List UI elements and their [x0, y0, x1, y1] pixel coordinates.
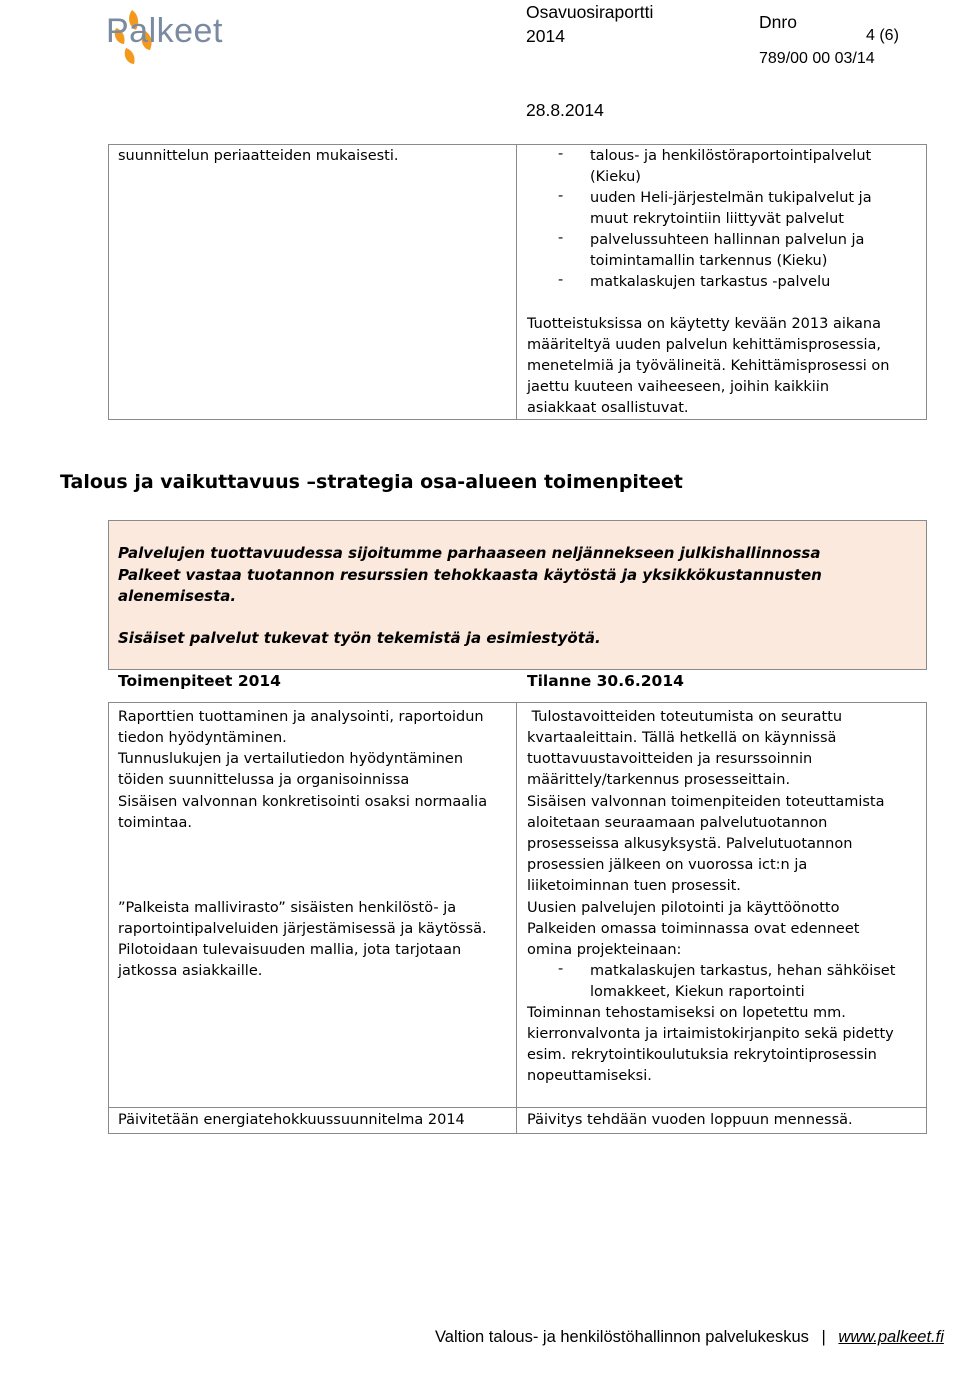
bullet-item: - matkalaskujen tarkastus, hehan sähköiset lomakkeet, Kiekun raportointi	[558, 961, 896, 1000]
logo-text: Palkeet	[106, 12, 223, 50]
footer-separator: |	[821, 1328, 826, 1346]
bullet-dash: -	[558, 188, 564, 204]
bullet-dash: -	[558, 272, 564, 288]
header	[0, 0, 960, 125]
bullet-item: - talous- ja henkilöstöraportointipalvelut (Kieku)	[558, 146, 872, 185]
row2-right: Sisäisen valvonnan toimenpiteiden toteuttamista aloitetaan seuraamaan palvelutuotannon prosesseissa alkusyksystä. Palvelutuotannon prosessien jälkeen on vuorossa ict:n ja liiketoiminnan tuen prosessit.	[527, 794, 885, 894]
goal-text: Palvelujen tuottavuudessa sijoitumme parhaaseen neljännekseen julkishallinnossa Palkeet vastaa tuotannon resurssien tehokkaasta käytöstä ja yksikkökustannusten alenemisesta. Sisäiset palvelut tukevat työn tekemistä ja esimiestyötä.	[118, 544, 822, 647]
row3-left: ”Palkeista mallivirasto” sisäisten henkilöstö- ja raportointipalveluiden järjestämisessä ja käytössä. Pilotoidaan tulevaisuuden mallia, jota tarjotaan jatkossa asiakkaille.	[118, 900, 487, 979]
top-left-text: suunnittelun periaatteiden mukaisesti.	[118, 148, 399, 164]
footer-website-link[interactable]: www.palkeet.fi	[838, 1328, 944, 1346]
footer-org: Valtion talous- ja henkilöstöhallinnon palvelukeskus	[435, 1328, 809, 1346]
top-right-cell	[558, 146, 918, 293]
row1-left: Raporttien tuottaminen ja analysointi, raportoidun tiedon hyödyntäminen. Tunnuslukujen ja vertailutiedon hyödyntäminen töiden suunnittelussa ja organisoinnissa	[118, 709, 484, 788]
dnro-label: Dnro	[759, 12, 797, 32]
footer	[435, 1328, 944, 1347]
dnro-value: 789/00 00 03/14	[759, 50, 875, 67]
doc-year: 2014	[526, 26, 565, 46]
row4-right: Päivitys tehdään vuoden loppuun mennessä.	[527, 1112, 853, 1128]
top-left-cell	[118, 146, 399, 167]
row2-left: Sisäisen valvonnan konkretisointi osaksi normaalia toimintaa.	[118, 794, 488, 831]
column-header-actions: Toimenpiteet 2014	[118, 672, 281, 690]
section-title: Talous ja vaikuttavuus –strategia osa-alueen toimenpiteet	[60, 471, 683, 493]
row-divider	[108, 1107, 927, 1108]
doc-date: 28.8.2014	[526, 100, 604, 120]
page-number: 4 (6)	[866, 27, 899, 44]
top-right-paragraph: Tuotteistuksissa on käytetty kevään 2013 aikana määriteltyä uuden palvelun kehittämisprosessia, menetelmiä ja työvälineitä. Kehittämisprosessi on jaettu kuuteen vaiheeseen, joihin kaikkiin asiakkaat osallistuvat.	[527, 316, 890, 416]
row1-right: Tulostavoitteiden toteutumista on seurattu kvartaaleittain. Tällä hetkellä on käynnissä tuottavuustavoitteiden ja resurssoinnin määrittely/tarkennus prosesseittain.	[527, 709, 843, 788]
top-table-divider	[516, 144, 517, 420]
bullet-dash: -	[558, 146, 564, 162]
row3-right: Uusien palvelujen pilotointi ja käyttöönotto Palkeiden omassa toiminnassa ovat edenneet omina projekteinaan: - matkalaskujen tarkastus, hehan sähköiset lomakkeet, Kiekun raportointi Toiminnan tehostamiseksi on lopetettu mm. kierronvalvonta ja irtaimistokirjanpito sekä pidetty esim. rekrytointikoulutuksia rekrytointiprosessin nopeuttamiseksi.	[527, 898, 919, 1087]
doc-type: Osavuosiraportti	[526, 2, 654, 22]
bullet-item: - uuden Heli-järjestelmän tukipalvelut ja muut rekrytointiin liittyvät palvelut	[558, 188, 872, 227]
actions-table-divider	[516, 702, 517, 1134]
column-header-status: Tilanne 30.6.2014	[527, 672, 684, 690]
bullet-item: - palvelussuhteen hallinnan palvelun ja toimintamallin tarkennus (Kieku)	[558, 230, 865, 269]
row4-left: Päivitetään energiatehokkuussuunnitelma 2014	[118, 1112, 465, 1128]
bullet-dash: -	[558, 961, 564, 977]
bullet-item: - matkalaskujen tarkastus -palvelu	[558, 272, 831, 290]
bullet-dash: -	[558, 230, 564, 246]
